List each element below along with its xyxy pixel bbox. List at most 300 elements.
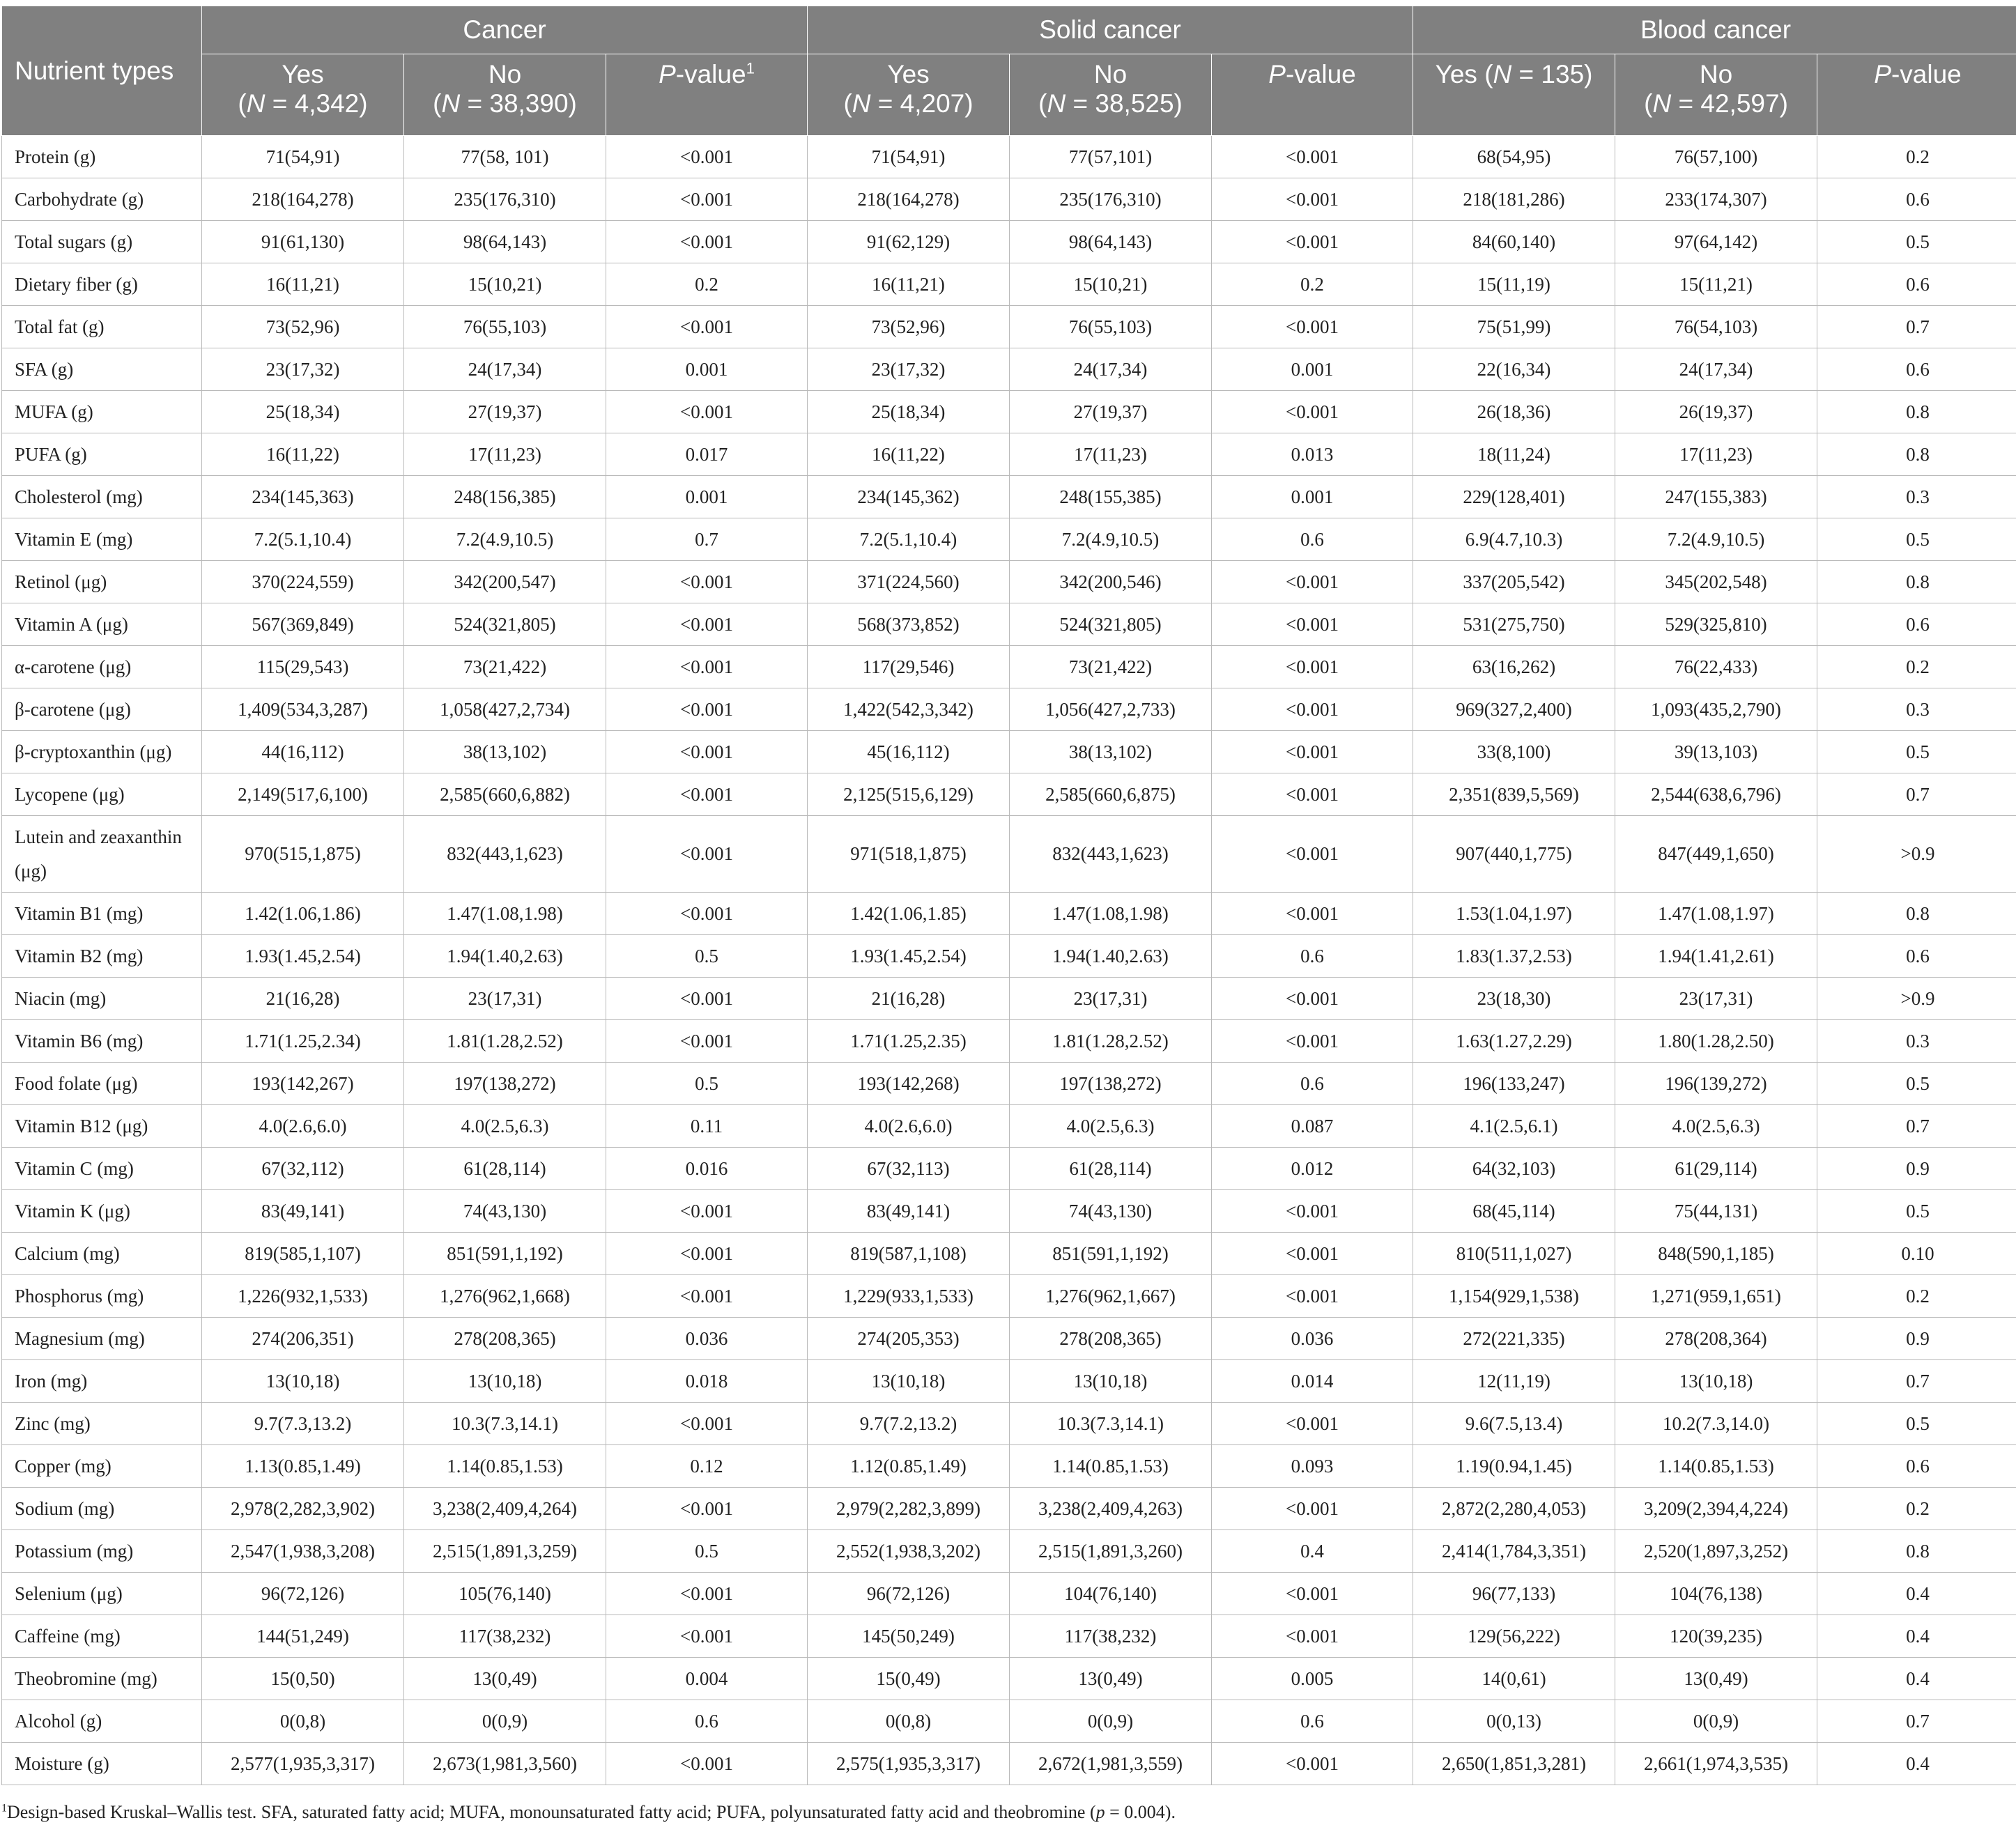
cell-blood-no: 847(449,1,650) (1615, 816, 1817, 893)
cell-solid-no: 98(64,143) (1010, 221, 1212, 263)
nutrient-name: Sodium (mg) (2, 1488, 202, 1530)
cell-solid-yes: 2,979(2,282,3,899) (808, 1488, 1010, 1530)
nutrient-name: β-carotene (μg) (2, 688, 202, 731)
cell-blood-p-value: 0.2 (1817, 1488, 2016, 1530)
cell-blood-no: 97(64,142) (1615, 221, 1817, 263)
table-row (2, 1658, 2016, 1700)
nutrient-name: Food folate (μg) (2, 1063, 202, 1105)
cell-solid-yes: 568(373,852) (808, 603, 1010, 646)
nutrient-name: Total fat (g) (2, 306, 202, 348)
subheader-row (2, 54, 2016, 136)
cell-blood-yes: 1.83(1.37,2.53) (1413, 935, 1615, 978)
cell-blood-p-value: 0.3 (1817, 688, 2016, 731)
cell-blood-yes: 4.1(2.5,6.1) (1413, 1105, 1615, 1148)
subheader-blood-p-value (1817, 54, 2016, 136)
cell-solid-yes: 218(164,278) (808, 178, 1010, 221)
nutrient-name: Alcohol (g) (2, 1700, 202, 1743)
cell-solid-p-value: <0.001 (1212, 1615, 1413, 1658)
cell-blood-no: 15(11,21) (1615, 263, 1817, 306)
cell-solid-yes: 2,125(515,6,129) (808, 773, 1010, 816)
subheader-label: Yes (N = 135) (1435, 60, 1593, 88)
cell-cancer-p-value: <0.001 (606, 1615, 808, 1658)
cell-cancer-yes: 1.13(0.85,1.49) (202, 1445, 404, 1488)
table-row (2, 1743, 2016, 1785)
subheader-cancer-yes (202, 54, 404, 136)
table-row (2, 893, 2016, 935)
cell-blood-yes: 15(11,19) (1413, 263, 1615, 306)
cell-cancer-yes: 4.0(2.6,6.0) (202, 1105, 404, 1148)
cell-blood-yes: 229(128,401) (1413, 476, 1615, 518)
cell-blood-yes: 531(275,750) (1413, 603, 1615, 646)
cell-cancer-yes: 91(61,130) (202, 221, 404, 263)
cell-solid-p-value: <0.001 (1212, 893, 1413, 935)
cell-cancer-yes: 115(29,543) (202, 646, 404, 688)
cell-blood-p-value: 0.8 (1817, 1530, 2016, 1573)
cell-solid-no: 832(443,1,623) (1010, 816, 1212, 893)
subheader-label: Yes (282, 60, 324, 88)
cell-cancer-yes: 1.93(1.45,2.54) (202, 935, 404, 978)
table-row (2, 1403, 2016, 1445)
table-row (2, 1360, 2016, 1403)
table-row (2, 1488, 2016, 1530)
cell-solid-yes: 1,422(542,3,342) (808, 688, 1010, 731)
nutrient-name: Phosphorus (mg) (2, 1275, 202, 1318)
cell-cancer-no: 117(38,232) (404, 1615, 606, 1658)
nutrient-name: Caffeine (mg) (2, 1615, 202, 1658)
cell-solid-p-value: 0.093 (1212, 1445, 1413, 1488)
cell-solid-p-value: <0.001 (1212, 688, 1413, 731)
table-row (2, 1615, 2016, 1658)
cell-cancer-yes: 73(52,96) (202, 306, 404, 348)
cell-solid-no: 278(208,365) (1010, 1318, 1212, 1360)
cell-cancer-no: 1.94(1.40,2.63) (404, 935, 606, 978)
cell-solid-yes: 1.42(1.06,1.85) (808, 893, 1010, 935)
cell-solid-p-value: <0.001 (1212, 1573, 1413, 1615)
cell-solid-no: 15(10,21) (1010, 263, 1212, 306)
cell-solid-yes: 0(0,8) (808, 1700, 1010, 1743)
cell-solid-no: 117(38,232) (1010, 1615, 1212, 1658)
table-row (2, 1233, 2016, 1275)
cell-cancer-p-value: <0.001 (606, 1020, 808, 1063)
nutrient-name: Theobromine (mg) (2, 1658, 202, 1700)
cell-blood-p-value: 0.9 (1817, 1148, 2016, 1190)
subheader-solid-yes (808, 54, 1010, 136)
cell-blood-p-value: 0.6 (1817, 1445, 2016, 1488)
cell-blood-no: 13(10,18) (1615, 1360, 1817, 1403)
cell-solid-no: 197(138,272) (1010, 1063, 1212, 1105)
cell-solid-p-value: 0.001 (1212, 348, 1413, 391)
table-row (2, 1190, 2016, 1233)
cell-blood-p-value: 0.4 (1817, 1658, 2016, 1700)
table-row (2, 178, 2016, 221)
nutrient-name: Vitamin B1 (mg) (2, 893, 202, 935)
cell-cancer-no: 15(10,21) (404, 263, 606, 306)
table-row (2, 731, 2016, 773)
cell-cancer-no: 77(58, 101) (404, 136, 606, 178)
cell-solid-yes: 67(32,113) (808, 1148, 1010, 1190)
cell-solid-no: 13(10,18) (1010, 1360, 1212, 1403)
cell-blood-no: 24(17,34) (1615, 348, 1817, 391)
table-row (2, 603, 2016, 646)
nutrient-name: Lycopene (μg) (2, 773, 202, 816)
cell-cancer-p-value: 0.11 (606, 1105, 808, 1148)
cell-cancer-p-value: <0.001 (606, 603, 808, 646)
cell-blood-yes: 218(181,286) (1413, 178, 1615, 221)
cell-blood-no: 0(0,9) (1615, 1700, 1817, 1743)
nutrient-name: Magnesium (mg) (2, 1318, 202, 1360)
subheader-count: (N = 38,525) (1038, 89, 1183, 118)
nutrient-name: Iron (mg) (2, 1360, 202, 1403)
cell-solid-no: 17(11,23) (1010, 433, 1212, 476)
cell-blood-no: 23(17,31) (1615, 978, 1817, 1020)
cell-cancer-yes: 1.42(1.06,1.86) (202, 893, 404, 935)
table-row (2, 561, 2016, 603)
cell-blood-no: 1.47(1.08,1.97) (1615, 893, 1817, 935)
cell-solid-no: 2,672(1,981,3,559) (1010, 1743, 1212, 1785)
cell-blood-no: 278(208,364) (1615, 1318, 1817, 1360)
cell-cancer-yes: 274(206,351) (202, 1318, 404, 1360)
cell-blood-no: 2,520(1,897,3,252) (1615, 1530, 1817, 1573)
cell-blood-p-value: 0.8 (1817, 433, 2016, 476)
cell-cancer-no: 74(43,130) (404, 1190, 606, 1233)
cell-blood-yes: 1,154(929,1,538) (1413, 1275, 1615, 1318)
cell-cancer-p-value: <0.001 (606, 178, 808, 221)
subheader-label: P-value (1268, 60, 1356, 88)
cell-blood-no: 345(202,548) (1615, 561, 1817, 603)
cell-solid-p-value: <0.001 (1212, 561, 1413, 603)
table-row (2, 816, 2016, 893)
cell-cancer-no: 27(19,37) (404, 391, 606, 433)
cell-cancer-yes: 13(10,18) (202, 1360, 404, 1403)
table-row (2, 263, 2016, 306)
table-header (2, 6, 2016, 136)
subheader-solid-no (1010, 54, 1212, 136)
cell-blood-no: 76(54,103) (1615, 306, 1817, 348)
cell-cancer-yes: 9.7(7.3,13.2) (202, 1403, 404, 1445)
cell-cancer-yes: 67(32,112) (202, 1148, 404, 1190)
cell-cancer-no: 2,673(1,981,3,560) (404, 1743, 606, 1785)
nutrient-name: Total sugars (g) (2, 221, 202, 263)
nutrient-name: Copper (mg) (2, 1445, 202, 1488)
cell-solid-no: 24(17,34) (1010, 348, 1212, 391)
cell-blood-p-value: 0.2 (1817, 136, 2016, 178)
cell-cancer-p-value: <0.001 (606, 1488, 808, 1530)
cell-blood-yes: 969(327,2,400) (1413, 688, 1615, 731)
cell-solid-no: 10.3(7.3,14.1) (1010, 1403, 1212, 1445)
cell-cancer-yes: 25(18,34) (202, 391, 404, 433)
cell-blood-yes: 2,351(839,5,569) (1413, 773, 1615, 816)
cell-cancer-no: 98(64,143) (404, 221, 606, 263)
cell-blood-p-value: 0.7 (1817, 306, 2016, 348)
cell-cancer-p-value: <0.001 (606, 893, 808, 935)
cell-blood-no: 2,544(638,6,796) (1615, 773, 1817, 816)
cell-solid-no: 235(176,310) (1010, 178, 1212, 221)
cell-cancer-no: 1,058(427,2,734) (404, 688, 606, 731)
nutrient-name: Niacin (mg) (2, 978, 202, 1020)
cell-solid-no: 2,515(1,891,3,260) (1010, 1530, 1212, 1573)
cell-cancer-p-value: <0.001 (606, 391, 808, 433)
cell-solid-no: 73(21,422) (1010, 646, 1212, 688)
cell-cancer-p-value: 0.12 (606, 1445, 808, 1488)
table-row (2, 978, 2016, 1020)
cell-blood-yes: 196(133,247) (1413, 1063, 1615, 1105)
cell-cancer-yes: 96(72,126) (202, 1573, 404, 1615)
cell-blood-no: 1,271(959,1,651) (1615, 1275, 1817, 1318)
cell-blood-yes: 68(45,114) (1413, 1190, 1615, 1233)
cell-cancer-p-value: <0.001 (606, 731, 808, 773)
cell-solid-p-value: <0.001 (1212, 221, 1413, 263)
cell-cancer-yes: 2,577(1,935,3,317) (202, 1743, 404, 1785)
cell-blood-yes: 810(511,1,027) (1413, 1233, 1615, 1275)
cell-blood-p-value: 0.5 (1817, 731, 2016, 773)
cell-solid-no: 74(43,130) (1010, 1190, 1212, 1233)
cell-blood-p-value: 0.6 (1817, 348, 2016, 391)
cell-solid-yes: 193(142,268) (808, 1063, 1010, 1105)
cell-cancer-no: 278(208,365) (404, 1318, 606, 1360)
table-row (2, 688, 2016, 731)
cell-blood-p-value: 0.7 (1817, 1105, 2016, 1148)
cell-blood-no: 1.14(0.85,1.53) (1615, 1445, 1817, 1488)
cell-cancer-yes: 144(51,249) (202, 1615, 404, 1658)
table-row (2, 1445, 2016, 1488)
cell-solid-yes: 91(62,129) (808, 221, 1010, 263)
subheader-count: (N = 38,390) (433, 89, 577, 118)
cell-solid-p-value: 0.014 (1212, 1360, 1413, 1403)
cell-blood-yes: 1.19(0.94,1.45) (1413, 1445, 1615, 1488)
cell-cancer-p-value: 0.001 (606, 476, 808, 518)
cell-cancer-no: 197(138,272) (404, 1063, 606, 1105)
header-group-solid-cancer: Solid cancer (808, 6, 1413, 54)
cell-solid-yes: 45(16,112) (808, 731, 1010, 773)
cell-blood-yes: 907(440,1,775) (1413, 816, 1615, 893)
cell-blood-no: 2,661(1,974,3,535) (1615, 1743, 1817, 1785)
cell-blood-yes: 96(77,133) (1413, 1573, 1615, 1615)
cell-cancer-p-value: 0.7 (606, 518, 808, 561)
cell-blood-no: 61(29,114) (1615, 1148, 1817, 1190)
cell-solid-no: 104(76,140) (1010, 1573, 1212, 1615)
cell-blood-p-value: 0.6 (1817, 603, 2016, 646)
cell-cancer-p-value: 0.5 (606, 1063, 808, 1105)
cell-solid-p-value: 0.013 (1212, 433, 1413, 476)
cell-solid-no: 342(200,546) (1010, 561, 1212, 603)
cell-cancer-p-value: 0.2 (606, 263, 808, 306)
cell-solid-no: 38(13,102) (1010, 731, 1212, 773)
table-row (2, 1148, 2016, 1190)
subheader-blood-yes (1413, 54, 1615, 136)
cell-blood-no: 75(44,131) (1615, 1190, 1817, 1233)
cell-cancer-no: 17(11,23) (404, 433, 606, 476)
cell-cancer-p-value: <0.001 (606, 978, 808, 1020)
cell-solid-p-value: 0.005 (1212, 1658, 1413, 1700)
cell-cancer-p-value: <0.001 (606, 561, 808, 603)
cell-blood-yes: 26(18,36) (1413, 391, 1615, 433)
cell-blood-no: 4.0(2.5,6.3) (1615, 1105, 1817, 1148)
cell-cancer-yes: 1,409(534,3,287) (202, 688, 404, 731)
cell-blood-yes: 129(56,222) (1413, 1615, 1615, 1658)
subheader-label: P-value (1874, 60, 1962, 88)
cell-blood-yes: 272(221,335) (1413, 1318, 1615, 1360)
cell-solid-no: 1.94(1.40,2.63) (1010, 935, 1212, 978)
cell-solid-yes: 971(518,1,875) (808, 816, 1010, 893)
cell-blood-no: 39(13,103) (1615, 731, 1817, 773)
cell-solid-yes: 2,575(1,935,3,317) (808, 1743, 1010, 1785)
cell-blood-no: 233(174,307) (1615, 178, 1817, 221)
cell-solid-yes: 819(587,1,108) (808, 1233, 1010, 1275)
cell-blood-p-value: 0.9 (1817, 1318, 2016, 1360)
cell-blood-no: 247(155,383) (1615, 476, 1817, 518)
nutrient-name: Potassium (mg) (2, 1530, 202, 1573)
nutrient-intake-table (1, 6, 2016, 1785)
nutrient-name: Selenium (μg) (2, 1573, 202, 1615)
cell-cancer-yes: 370(224,559) (202, 561, 404, 603)
cell-cancer-p-value: <0.001 (606, 1403, 808, 1445)
cell-blood-p-value: >0.9 (1817, 978, 2016, 1020)
nutrient-name: SFA (g) (2, 348, 202, 391)
nutrient-name: Retinol (μg) (2, 561, 202, 603)
cell-solid-no: 61(28,114) (1010, 1148, 1212, 1190)
cell-cancer-p-value: 0.018 (606, 1360, 808, 1403)
cell-blood-p-value: 0.4 (1817, 1615, 2016, 1658)
cell-cancer-no: 235(176,310) (404, 178, 606, 221)
cell-cancer-p-value: 0.017 (606, 433, 808, 476)
cell-cancer-no: 248(156,385) (404, 476, 606, 518)
cell-solid-no: 0(0,9) (1010, 1700, 1212, 1743)
cell-cancer-p-value: <0.001 (606, 816, 808, 893)
cell-cancer-no: 1.81(1.28,2.52) (404, 1020, 606, 1063)
table-row (2, 1105, 2016, 1148)
cell-blood-p-value: 0.7 (1817, 1700, 2016, 1743)
cell-cancer-p-value: <0.001 (606, 688, 808, 731)
cell-solid-no: 1.47(1.08,1.98) (1010, 893, 1212, 935)
table-row (2, 391, 2016, 433)
subheader-count: (N = 4,342) (238, 89, 368, 118)
table-row (2, 1700, 2016, 1743)
table-row (2, 1318, 2016, 1360)
cell-blood-yes: 68(54,95) (1413, 136, 1615, 178)
cell-cancer-yes: 234(145,363) (202, 476, 404, 518)
subheader-solid-p-value (1212, 54, 1413, 136)
cell-blood-p-value: 0.8 (1817, 893, 2016, 935)
cell-blood-no: 76(57,100) (1615, 136, 1817, 178)
cell-solid-yes: 1.12(0.85,1.49) (808, 1445, 1010, 1488)
cell-blood-yes: 84(60,140) (1413, 221, 1615, 263)
cell-blood-yes: 22(16,34) (1413, 348, 1615, 391)
cell-cancer-p-value: <0.001 (606, 306, 808, 348)
cell-solid-no: 13(0,49) (1010, 1658, 1212, 1700)
cell-cancer-no: 7.2(4.9,10.5) (404, 518, 606, 561)
cell-solid-yes: 96(72,126) (808, 1573, 1010, 1615)
cell-solid-p-value: 0.036 (1212, 1318, 1413, 1360)
cell-blood-p-value: 0.5 (1817, 518, 2016, 561)
cell-blood-yes: 337(205,542) (1413, 561, 1615, 603)
cell-blood-p-value: 0.3 (1817, 476, 2016, 518)
cell-cancer-no: 76(55,103) (404, 306, 606, 348)
cell-blood-p-value: 0.8 (1817, 391, 2016, 433)
table-row (2, 518, 2016, 561)
table-row (2, 1530, 2016, 1573)
cell-solid-no: 76(55,103) (1010, 306, 1212, 348)
cell-blood-p-value: 0.8 (1817, 561, 2016, 603)
cell-cancer-yes: 2,149(517,6,100) (202, 773, 404, 816)
cell-solid-p-value: 0.012 (1212, 1148, 1413, 1190)
cell-blood-no: 7.2(4.9,10.5) (1615, 518, 1817, 561)
nutrient-name: Carbohydrate (g) (2, 178, 202, 221)
cell-solid-yes: 4.0(2.6,6.0) (808, 1105, 1010, 1148)
table-row (2, 773, 2016, 816)
cell-blood-yes: 75(51,99) (1413, 306, 1615, 348)
table-body (2, 136, 2016, 1785)
cell-cancer-no: 524(321,805) (404, 603, 606, 646)
cell-blood-p-value: 0.6 (1817, 935, 2016, 978)
cell-cancer-p-value: <0.001 (606, 1743, 808, 1785)
nutrient-name: Protein (g) (2, 136, 202, 178)
cell-solid-p-value: 0.001 (1212, 476, 1413, 518)
cell-blood-yes: 18(11,24) (1413, 433, 1615, 476)
cell-solid-yes: 25(18,34) (808, 391, 1010, 433)
cell-blood-no: 1.94(1.41,2.61) (1615, 935, 1817, 978)
cell-blood-yes: 0(0,13) (1413, 1700, 1615, 1743)
subheader-count: (N = 4,207) (843, 89, 974, 118)
cell-blood-p-value: 0.3 (1817, 1020, 2016, 1063)
table-footnote (1, 1802, 2008, 1823)
cell-cancer-yes: 0(0,8) (202, 1700, 404, 1743)
nutrient-name: Zinc (mg) (2, 1403, 202, 1445)
cell-cancer-no: 61(28,114) (404, 1148, 606, 1190)
cell-blood-yes: 12(11,19) (1413, 1360, 1615, 1403)
cell-cancer-no: 3,238(2,409,4,264) (404, 1488, 606, 1530)
cell-solid-yes: 13(10,18) (808, 1360, 1010, 1403)
cell-cancer-no: 24(17,34) (404, 348, 606, 391)
cell-solid-no: 248(155,385) (1010, 476, 1212, 518)
cell-cancer-yes: 16(11,21) (202, 263, 404, 306)
nutrient-name: Lutein and zeaxanthin (μg) (2, 816, 202, 893)
cell-blood-no: 1.80(1.28,2.50) (1615, 1020, 1817, 1063)
cell-cancer-p-value: 0.6 (606, 1700, 808, 1743)
cell-cancer-yes: 819(585,1,107) (202, 1233, 404, 1275)
header-group-blood-cancer: Blood cancer (1413, 6, 2016, 54)
cell-blood-yes: 2,650(1,851,3,281) (1413, 1743, 1615, 1785)
cell-blood-p-value: 0.7 (1817, 773, 2016, 816)
cell-blood-yes: 33(8,100) (1413, 731, 1615, 773)
cell-blood-no: 529(325,810) (1615, 603, 1817, 646)
cell-blood-p-value: 0.7 (1817, 1360, 2016, 1403)
nutrient-name: Dietary fiber (g) (2, 263, 202, 306)
cell-blood-p-value: 0.5 (1817, 221, 2016, 263)
cell-solid-p-value: 0.2 (1212, 263, 1413, 306)
cell-solid-no: 27(19,37) (1010, 391, 1212, 433)
cell-cancer-no: 13(10,18) (404, 1360, 606, 1403)
subheader-label: No (1093, 60, 1128, 88)
nutrient-name: PUFA (g) (2, 433, 202, 476)
cell-cancer-no: 10.3(7.3,14.1) (404, 1403, 606, 1445)
cell-cancer-no: 1.14(0.85,1.53) (404, 1445, 606, 1488)
cell-cancer-yes: 7.2(5.1,10.4) (202, 518, 404, 561)
table-row (2, 1275, 2016, 1318)
cell-cancer-yes: 2,547(1,938,3,208) (202, 1530, 404, 1573)
cell-solid-yes: 2,552(1,938,3,202) (808, 1530, 1010, 1573)
cell-solid-no: 4.0(2.5,6.3) (1010, 1105, 1212, 1148)
cell-blood-yes: 1.63(1.27,2.29) (1413, 1020, 1615, 1063)
cell-cancer-no: 342(200,547) (404, 561, 606, 603)
cell-blood-no: 76(22,433) (1615, 646, 1817, 688)
cell-cancer-p-value: 0.5 (606, 1530, 808, 1573)
footnote-marker: 1 (1, 1802, 7, 1814)
table-row (2, 646, 2016, 688)
table-row (2, 935, 2016, 978)
footnote-text: Design-based Kruskal–Wallis test. SFA, saturated fatty acid; MUFA, monounsaturated fatty acid; PUFA, polyunsaturated fatty acid and theobromine (p = 0.004). (7, 1802, 1176, 1822)
nutrient-name: Vitamin K (μg) (2, 1190, 202, 1233)
cell-cancer-no: 2,515(1,891,3,259) (404, 1530, 606, 1573)
